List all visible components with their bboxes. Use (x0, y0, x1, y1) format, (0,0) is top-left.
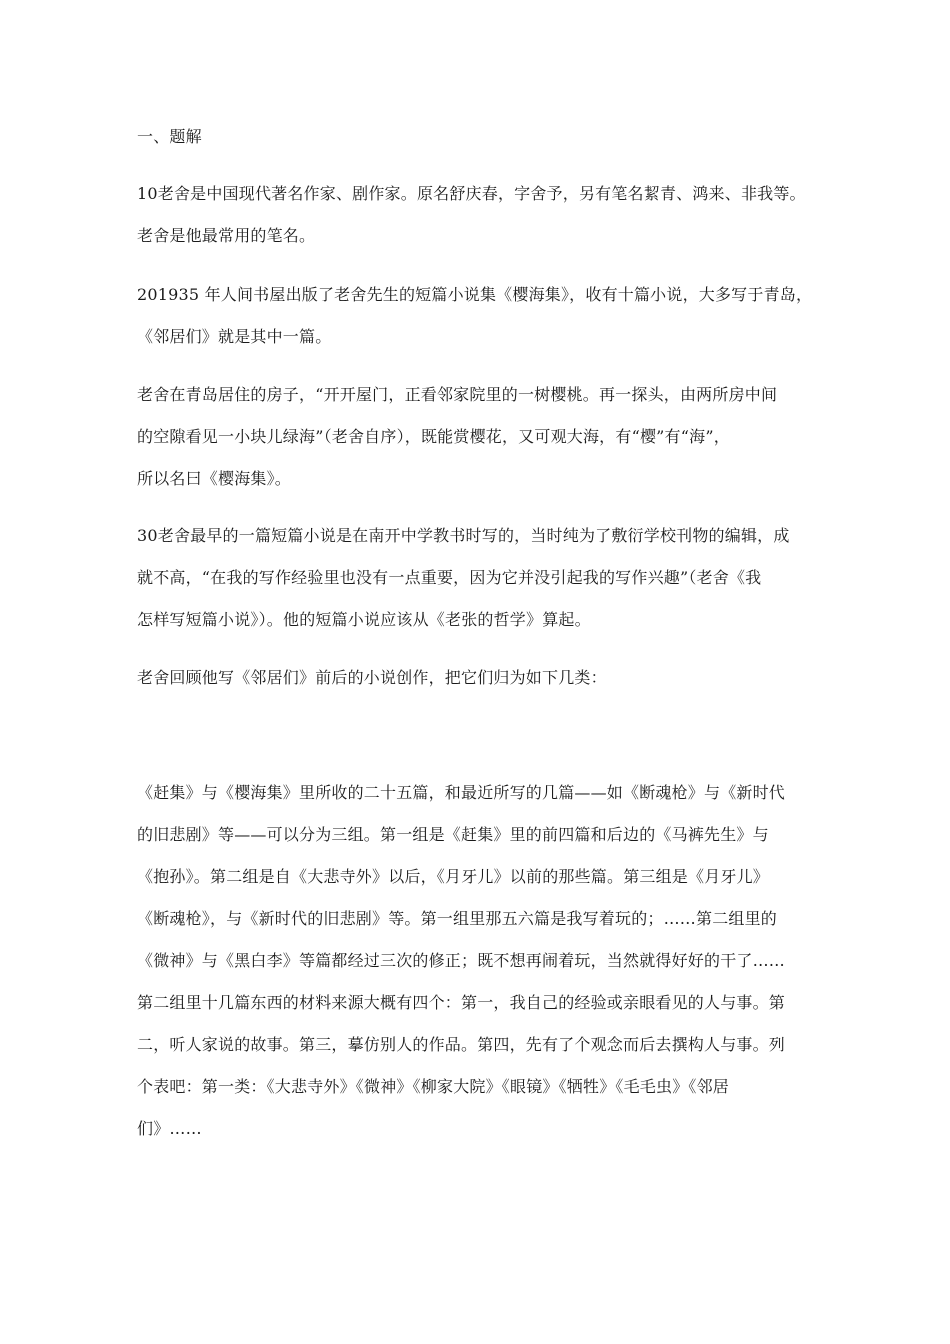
paragraph-line: 个表吧：第一类：《大悲寺外》《微神》《柳家大院》《眼镜》《牺牲》《毛毛虫》《邻居 (137, 1077, 730, 1096)
paragraph-line: 10老舍是中国现代著名作家、剧作家。原名舒庆春，字舍予，另有笔名絜青、鸿来、非我等。 (137, 184, 806, 203)
paragraph-line: 《抱孙》。第二组是自《大悲寺外》以后，《月牙儿》以前的那些篇。第三组是《月牙儿》 (137, 867, 770, 886)
paragraph-line: 30老舍最早的一篇短篇小说是在南开中学教书时写的，当时纯为了敷衍学校刊物的编辑，成 (137, 526, 790, 545)
paragraph-line: 《断魂枪》，与《新时代的旧悲剧》等。第一组里那五六篇是我写着玩的；……第二组里的 (137, 909, 778, 928)
paragraph-line: 的空隙看见一小块儿绿海”（老舍自序），既能赏樱花，又可观大海，有“樱”有“海”， (137, 427, 730, 446)
section-heading: 一、题解 (137, 127, 202, 146)
paragraph-line: 老舍在青岛居住的房子，“开开屋门，正看邻家院里的一树樱桃。再一探头，由两所房中间 (137, 385, 778, 404)
paragraph-line: 所以名曰《樱海集》。 (137, 469, 292, 488)
paragraph-line: 《赶集》与《樱海集》里所收的二十五篇，和最近所写的几篇——如《断魂枪》与《新时代 (137, 783, 786, 802)
paragraph-line: 201935 年人间书屋出版了老舍先生的短篇小说集《樱海集》，收有十篇小说，大多写于青岛， (137, 285, 813, 304)
paragraph-line: 老舍回顾他写《邻居们》前后的小说创作，把它们归为如下几类： (137, 668, 607, 687)
paragraph-line: 第二组里十几篇东西的材料来源大概有四个：第一，我自己的经验或亲眼看见的人与事。第 (137, 993, 786, 1012)
paragraph-line: 老舍是他最常用的笔名。 (137, 226, 316, 245)
paragraph-line: 就不高，“在我的写作经验里也没有一点重要，因为它并没引起我的写作兴趣”（老舍《我 (137, 568, 762, 587)
paragraph-line: 的旧悲剧》等——可以分为三组。第一组是《赶集》里的前四篇和后边的《马裤先生》与 (137, 825, 769, 844)
paragraph-line: 们》…… (137, 1119, 202, 1138)
paragraph-line: 《邻居们》就是其中一篇。 (137, 327, 332, 346)
paragraph-line: 二，听人家说的故事。第三，摹仿别人的作品。第四，先有了个观念而后去撰构人与事。列 (137, 1035, 786, 1054)
paragraph-line: 怎样写短篇小说》）。他的短篇小说应该从《老张的哲学》算起。 (137, 610, 591, 629)
paragraph-line: 《微神》与《黑白李》等篇都经过三次的修正；既不想再闹着玩，当然就得好好的干了…… (137, 951, 786, 970)
